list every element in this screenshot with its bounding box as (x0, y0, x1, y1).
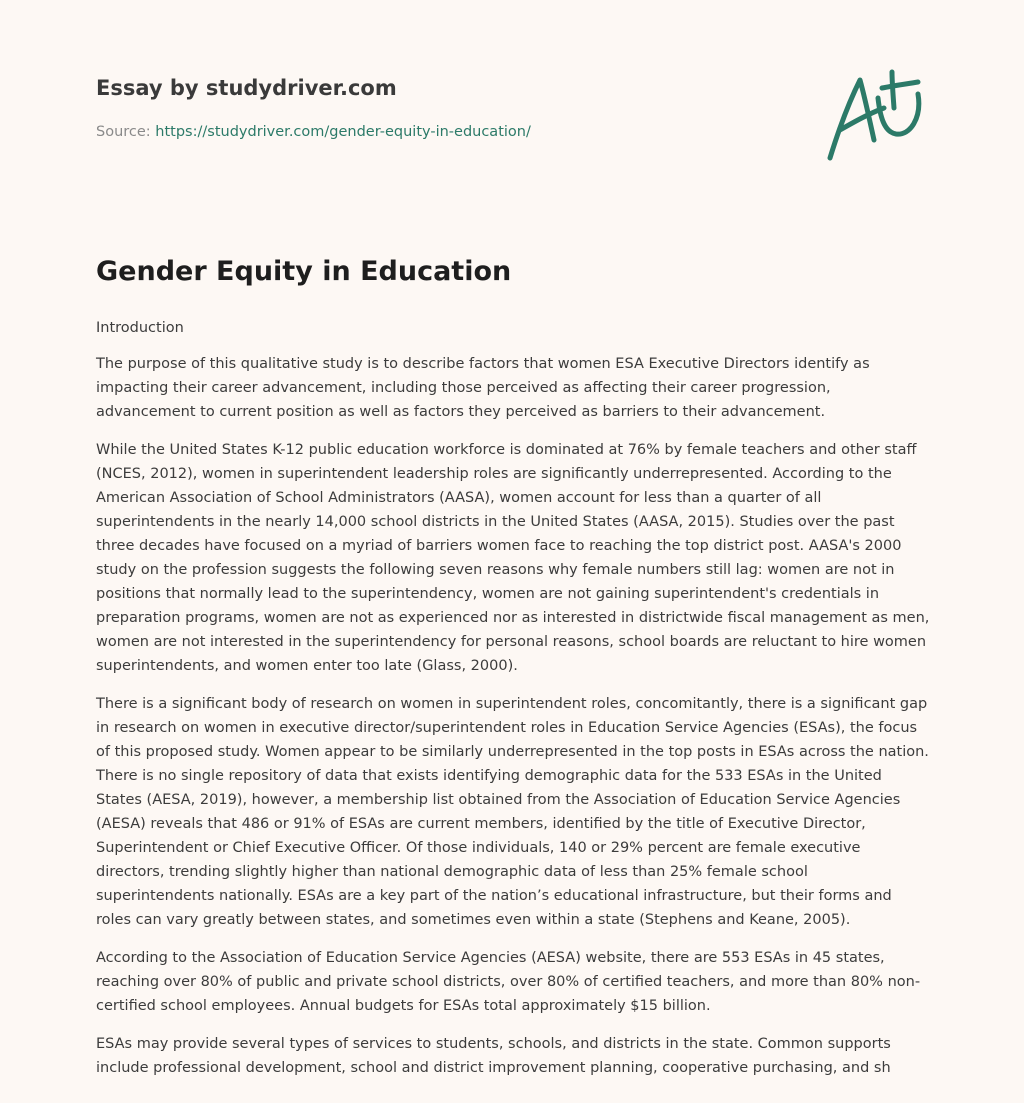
source-label: Source: (96, 124, 156, 140)
paragraph: The purpose of this qualitative study is to describe factors that women ESA Executive Directors identify as impacting their career advancement, including those perceived as affecting their career progression, advancement to current position as well as factors they perceived as barriers to their advancement. (96, 356, 870, 420)
paragraph: ESAs may provide several types of services to students, schools, and districts in the state. Common supports include professional development, school and district improvement planning, cooperative purchasing, and sh (96, 1036, 891, 1076)
site-brand: Essay by studydriver.com (96, 76, 397, 100)
essay-title: Gender Equity in Education (96, 256, 512, 287)
a-plus-icon (818, 66, 930, 166)
paragraph: There is a significant body of research on women in superintendent roles, concomitantly, there is a significant gap in research on women in executive director/superintendent roles in Education Service Agencies (ESAs), the focus of this proposed study. Women appear to be similarly underrepresented in the top posts in ESAs across the nation. There is no single repository of data that exists identifying demographic data for the 533 ESAs in the United States (AESA, 2019), however, a membership list obtained from the Association of Education Service Agencies (AESA) reveals that 486 or 91% of ESAs are current members, identified by the title of Executive Director, Superintendent or Chief Executive Officer. Of those individuals, 140 or 29% percent are female executive directors, trending slightly higher than national demographic data of less than 25% female school superintendents nationally. ESAs are a key part of the nation’s educational infrastructure, but their forms and roles can vary greatly between states, and sometimes even within a state (Stephens and Keane, 2005). (96, 696, 929, 928)
section-heading: Introduction (96, 320, 184, 336)
source-link[interactable]: https://studydriver.com/gender-equity-in-education/ (155, 124, 531, 140)
paragraph: According to the Association of Education Service Agencies (AESA) website, there are 553 ESAs in 45 states, reaching over 80% of public and private school districts, over 80% of certified teachers, and more than 80% non-certified school employees. Annual budgets for ESAs total approximately $15 billion. (96, 950, 921, 1014)
essay-body (96, 316, 930, 1094)
paragraph: While the United States K-12 public education workforce is dominated at 76% by female teachers and other staff (NCES, 2012), women in superintendent leadership roles are significantly underrepresented. According to the American Association of School Administrators (AASA), women account for less than a quarter of all superintendents in the nearly 14,000 school districts in the United States (AASA, 2015). Studies over the past three decades have focused on a myriad of barriers women face to reaching the top district post. AASA's 2000 study on the profession suggests the following seven reasons why female numbers still lag: women are not in positions that normally lead to the superintendency, women are not gaining superintendent's credentials in preparation programs, women are not as experienced nor as interested in districtwide fiscal management as men, women are not interested in the superintendency for personal reasons, school boards are reluctant to hire women superintendents, and women enter too late (Glass, 2000). (96, 442, 930, 674)
source-line (96, 124, 531, 140)
